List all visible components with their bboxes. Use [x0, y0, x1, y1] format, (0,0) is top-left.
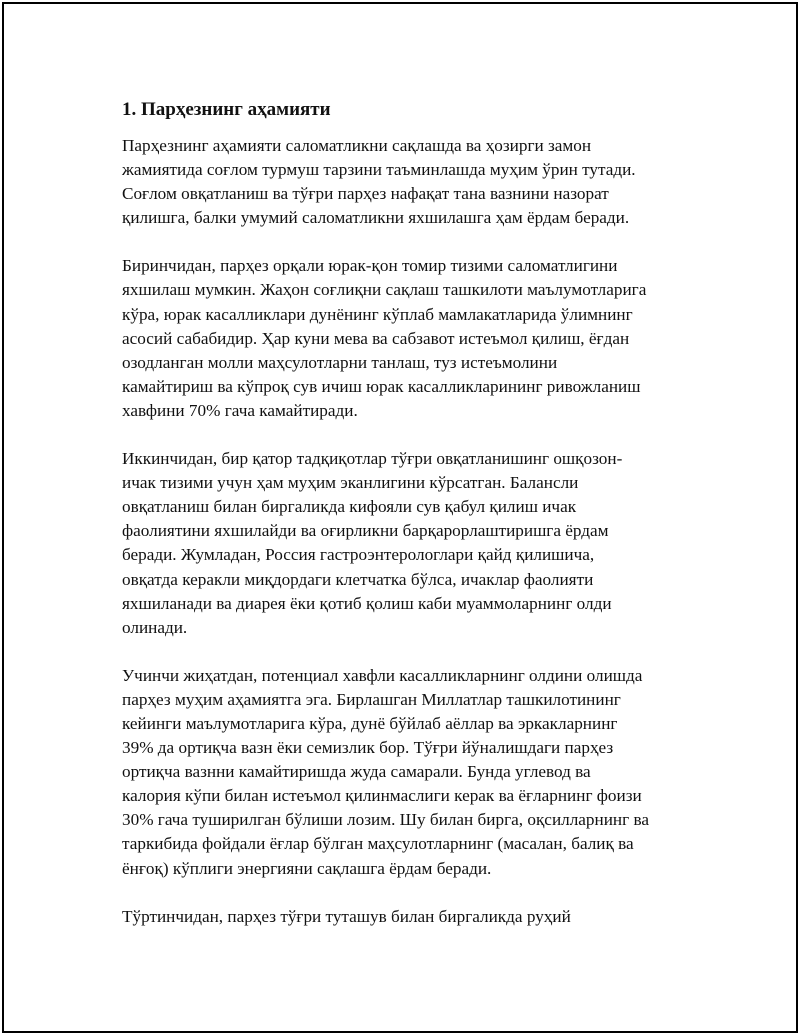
text-line: ёнғоқ) кўплиги энергияни сақлашга ёрдам беради. [122, 858, 492, 878]
section-heading: 1. Парҳезнинг аҳамияти [122, 99, 331, 120]
text-line: калория кўпи билан истеъмол қилинмаслиги керак ва ёғларнинг фоизи [122, 786, 642, 806]
paragraph-fourth [122, 905, 702, 929]
text-line: асосий сабабидир. Ҳар куни мева ва сабзавот истеъмол қилиш, ёғдан [122, 328, 630, 348]
paragraph-first [122, 254, 702, 423]
paragraph-intro [122, 134, 702, 230]
text-line: Соғлом овқатланиш ва тўғри парҳез нафақат тана вазнини назорат [122, 184, 609, 204]
text-line: парҳез муҳим аҳамиятга эга. Бирлашган Миллатлар ташкилотининг [122, 689, 621, 709]
text-line: хавфини 70% гача камайтиради. [122, 400, 358, 420]
text-line: таркибида фойдали ёғлар бўлган маҳсулотларнинг (масалан, балиқ ва [122, 834, 634, 854]
text-line: ортиқча вазнни камайтиришда жуда самарали. Бунда углевод ва [122, 762, 591, 782]
text-line: Биринчидан, парҳез орқали юрак-қон томир тизими саломатлигини [122, 256, 618, 276]
text-line: камайтириш ва кўпроқ сув ичиш юрак касалликларининг ривожланиш [122, 376, 641, 396]
text-line: беради. Жумладан, Россия гастроэнтерологлари қайд қилишича, [122, 545, 595, 565]
text-line: жамиятида соғлом турмуш тарзини таъминлашда муҳим ўрин тутади. [122, 160, 636, 180]
text-line: яхшиланади ва диарея ёки қотиб қолиш каби муаммоларнинг олди [122, 593, 612, 613]
text-line: ичак тизими учун ҳам муҳим эканлигини кўрсатган. Балансли [122, 473, 579, 493]
text-line: овқатда керакли миқдордаги клетчатка бўлса, ичаклар фаолияти [122, 569, 594, 589]
text-line: 30% гача туширилган бўлиши лозим. Шу билан бирга, оқсилларнинг ва [122, 810, 649, 830]
text-line: қилишга, балки умумий саломатликни яхшилашга ҳам ёрдам беради. [122, 208, 630, 228]
text-line: Парҳезнинг аҳамияти саломатликни сақлашда ва ҳозирги замон [122, 136, 592, 155]
text-line: яхшилаш мумкин. Жаҳон соғлиқни сақлаш ташкилоти маълумотларига [122, 280, 647, 300]
text-line: 39% да ортиқча вазн ёки семизлик бор. Тўғри йўналишдаги парҳез [122, 738, 614, 758]
document-body [122, 98, 702, 953]
text-line: Тўртинчидан, парҳез тўғри туташув билан биргаликда руҳий [122, 906, 571, 926]
text-line: Иккинчидан, бир қатор тадқиқотлар тўғри овқатланишинг ошқозон- [122, 449, 623, 469]
text-line: кўра, юрак касалликлари дунёнинг кўплаб мамлакатларида ўлимнинг [122, 304, 633, 324]
paragraph-third [122, 664, 702, 881]
text-line: фаолиятини яхшилайди ва оғирликни барқарорлаштиришга ёрдам [122, 521, 609, 541]
text-line: Учинчи жиҳатдан, потенциал хавфли касалликларнинг олдини олишда [122, 665, 643, 685]
page-frame [2, 2, 798, 1033]
paragraph-second [122, 447, 702, 640]
text-line: озодланган молли маҳсулотларни танлаш, туз истеъмолини [122, 352, 558, 372]
text-line: олинади. [122, 617, 188, 637]
text-line: кейинги маълумотларига кўра, дунё бўйлаб аёллар ва эркакларнинг [122, 713, 618, 733]
text-line: овқатланиш билан биргаликда кифояли сув қабул қилиш ичак [122, 497, 577, 517]
